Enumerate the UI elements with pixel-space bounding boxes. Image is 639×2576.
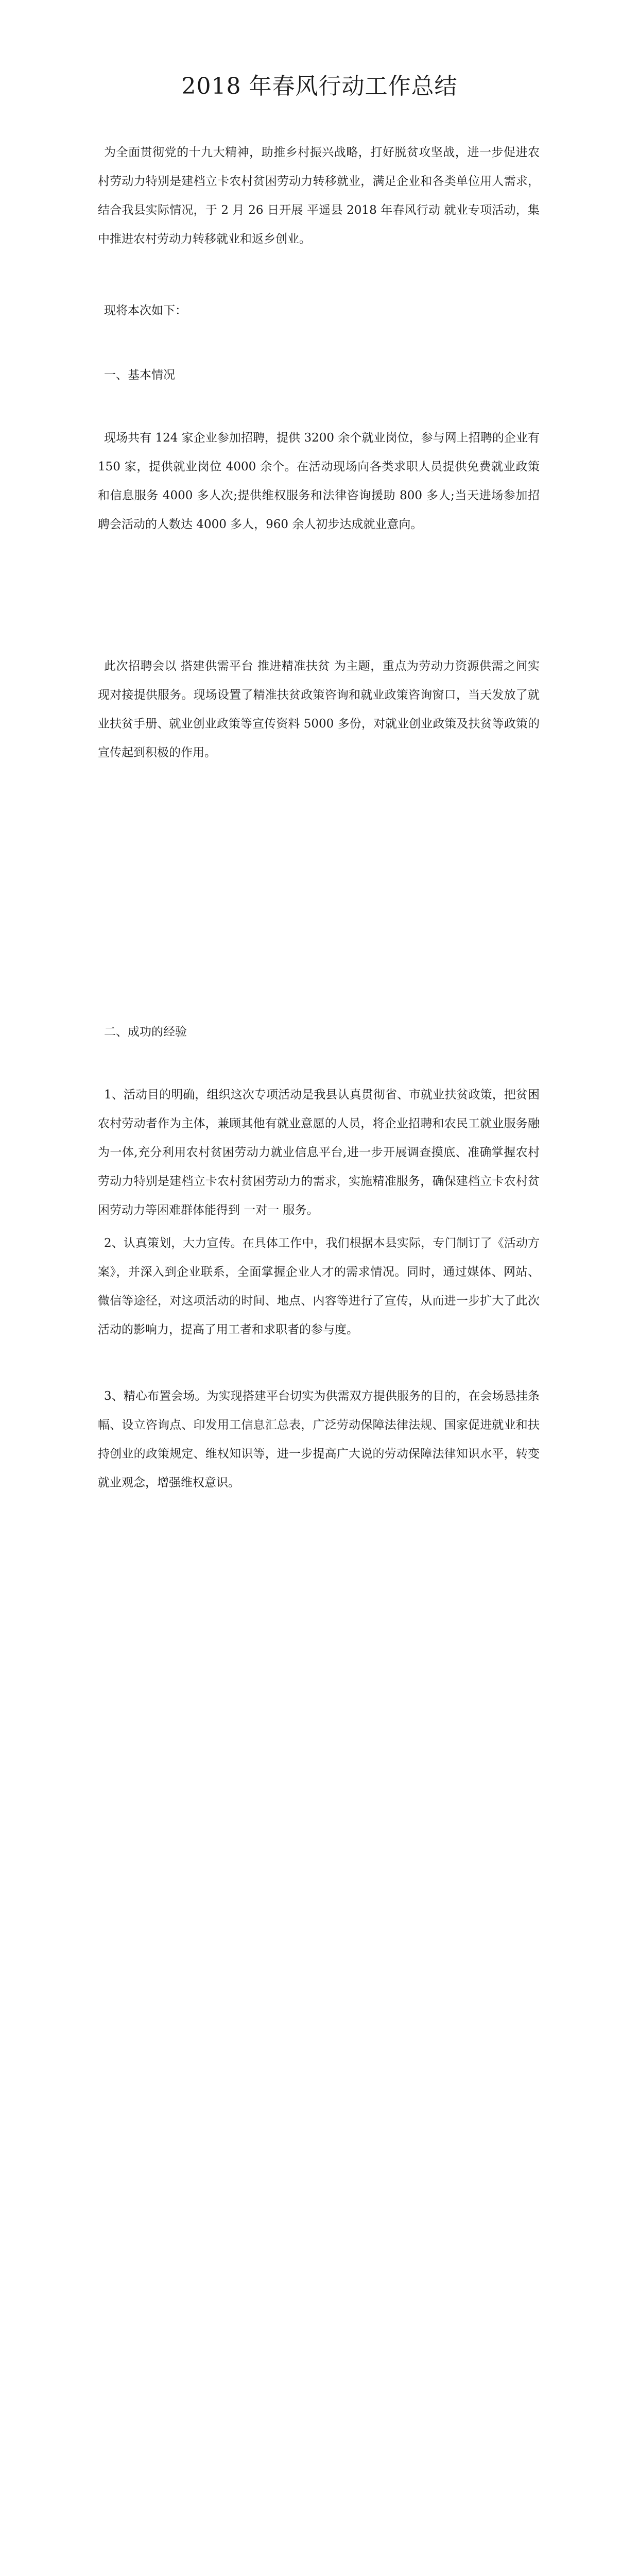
section1-heading: 一、基本情况 xyxy=(104,368,175,382)
section2-item-1: 1、活动目的明确，组织这次专项活动是我县认真贯彻省、市就业扶贫政策，把贫困农村劳动者作为主体，兼顾其他有就业意愿的人员，将企业招聘和农民工就业服务融为一体,充分利用农村贫困劳动力就业信息平台,进一步开展调查摸底、准确掌握农村劳动力特别是建档立卡农村贫困劳动力的需求，实施精准服务，确保建档立卡农村贫困劳动力等困难群体能得到 一对一 服务。 xyxy=(98,1088,540,1217)
document-title: 2018 年春风行动工作总结 xyxy=(181,73,458,99)
intro-paragraph: 为全面贯彻党的十九大精神，助推乡村振兴战略，打好脱贫攻坚战，进一步促进农村劳动力特别是建档立卡农村贫困劳动力转移就业，满足企业和各类单位用人需求，结合我县实际情况，于 2 月 26 日开展 平遥县 2018 年春风行动 就业专项活动，集中推进农村劳动力转移就业和返乡创业。 xyxy=(98,146,540,246)
section1-paragraph-1: 现场共有 124 家企业参加招聘，提供 3200 余个就业岗位，参与网上招聘的企业有 150 家，提供就业岗位 4000 余个。在活动现场向各类求职人员提供免费就业政策和信息服务 4000 多人次;提供维权服务和法律咨询援助 800 多人;当天进场参加招聘会活动的人数达 4000 多人，960 余人初步达成就业意向。 xyxy=(98,431,540,531)
section2-item-2: 2、认真策划，大力宣传。在具体工作中，我们根据本县实际，专门制订了《活动方案》，并深入到企业联系，全面掌握企业人才的需求情况。同时，通过媒体、网站、微信等途径，对这项活动的时间、地点、内容等进行了宣传，从而进一步扩大了此次活动的影响力，提高了用工者和求职者的参与度。 xyxy=(98,1236,540,1336)
section2-item-3: 3、精心布置会场。为实现搭建平台切实为供需双方提供服务的目的，在会场悬挂条幅、设立咨询点、印发用工信息汇总表，广泛劳动保障法律法规、国家促进就业和扶持创业的政策规定、维权知识等，进一步提高广大说的劳动保障法律知识水平，转变就业观念，增强维权意识。 xyxy=(98,1389,540,1489)
section1-paragraph-2: 此次招聘会以 搭建供需平台 推进精准扶贫 为主题，重点为劳动力资源供需之间实现对接提供服务。现场设置了精准扶贫政策咨询和就业政策咨询窗口，当天发放了就业扶贫手册、就业创业政策等宣传资料 5000 多份，对就业创业政策及扶贫等政策的宣传起到积极的作用。 xyxy=(98,659,540,759)
report-lead: 现将本次如下： xyxy=(104,304,187,317)
section2-heading: 二、成功的经验 xyxy=(104,1025,187,1039)
